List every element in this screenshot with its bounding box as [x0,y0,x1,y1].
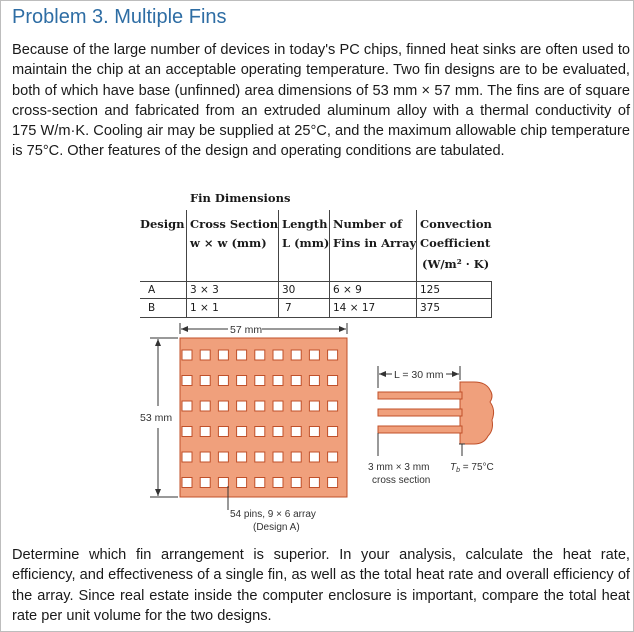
pin-fin [200,452,210,462]
row-a-h: 125 [420,284,441,296]
height-dimension [140,338,178,497]
pin-fin [291,350,301,360]
header-length-l1: Length [282,217,328,231]
pin-fin [237,427,247,437]
row-b-length: 7 [285,302,292,314]
pin-fin [255,427,265,437]
problem-statement: Because of the large number of devices in today's PC chips, finned heat sinks are often used to maintain the chip at an acceptable operating temperature. Two fin designs are to be evaluated, both of which have base (unfinned) area dimensions of 53 mm × 57 mm. The fins are of square cross-section and fabricated from an extruded aluminum alloy with a thermal conductivity of 175 W/m·K. Cooling air may be supplied at 25°C, and the maximum allowable chip temperature is 75°C. Other features of the design and operating conditions are tabulated. [12,42,630,160]
fin-side-view [378,366,494,456]
pin-fin [237,452,247,462]
pin-fin [200,478,210,488]
cross-section-label-2: cross section [372,475,431,486]
base-plate [180,338,347,497]
header-cross-l1: Cross Section [190,217,279,231]
pin-fin [182,401,192,411]
problem-title: Problem 3. Multiple Fins [12,6,227,28]
pin-fin [309,478,319,488]
pin-fin [328,401,338,411]
pin-fin [291,401,301,411]
pin-fin [255,452,265,462]
pin-fin [237,376,247,386]
array-label-2: (Design A) [253,522,300,533]
pin-fin [273,478,283,488]
row-a-design: A [148,284,156,296]
header-length-l2: L (mm) [282,236,330,250]
pin-fin [328,452,338,462]
pin-fin [237,350,247,360]
pin-fin [309,376,319,386]
pin-fin [273,401,283,411]
pin-fin [291,376,301,386]
fin-length-label: L = 30 mm [394,369,444,381]
header-conv-l3: (W/m² · K) [422,257,490,271]
table-group-header: Fin Dimensions [190,191,291,205]
pin-fin [291,478,301,488]
row-b-h: 375 [420,302,441,314]
pin-fin [309,452,319,462]
pin-fin [309,350,319,360]
pin-fin [182,350,192,360]
width-label: 57 mm [230,324,263,336]
pin-fin [273,427,283,437]
pin-fin [218,376,228,386]
header-design: Design [140,217,185,231]
row-b-design: B [148,302,156,314]
pin-fin [182,452,192,462]
pin-fin [328,376,338,386]
pin-fin [182,376,192,386]
pin-fin [237,401,247,411]
pin-fin [182,478,192,488]
pin-fin [237,478,247,488]
pin-fin [273,452,283,462]
pin-fin [200,401,210,411]
problem-question: Determine which fin arrangement is superior. In your analysis, calculate the heat rate, efficiency, and effectiveness of a single fin, as well as the total heat rate and overall efficiency of the array. Since real estate inside the computer enclosure is important, compare the total heat rate per unit volume for the two designs. [12,547,630,624]
row-a-length: 30 [282,284,296,296]
pin-fin [255,350,265,360]
pin-fin [328,350,338,360]
pin-fin [200,427,210,437]
pin-fin [218,350,228,360]
pin-fin [200,376,210,386]
header-cross-l2: w × w (mm) [190,236,267,250]
row-a-cross: 3 × 3 [190,284,219,296]
header-number-l2: Fins in Array [333,236,417,250]
header-conv-l1: Convection [420,217,492,231]
pin-fin [273,350,283,360]
array-label-1: 54 pins, 9 × 6 array [230,509,316,520]
pin-fin [255,376,265,386]
base-temperature-label: $T_b = 75^\circ C$ [450,462,494,474]
row-a-number: 6 × 9 [333,284,362,296]
row-b-number: 14 × 17 [333,302,376,314]
pin-fin [328,478,338,488]
height-label: 53 mm [140,412,173,424]
header-conv-l2: Coefficient [420,236,491,250]
header-number-l1: Number of [333,217,403,231]
width-dimension [180,323,347,336]
pin-fin [218,427,228,437]
pin-fin [291,427,301,437]
row-b-cross: 1 × 1 [190,302,219,314]
pin-fin [218,401,228,411]
pin-fin [200,350,210,360]
pin-fin [255,401,265,411]
pin-fin [291,452,301,462]
cross-section-label-1: 3 mm × 3 mm [368,462,430,473]
pin-fin [218,452,228,462]
pin-fin [255,478,265,488]
pin-fin [309,427,319,437]
pin-fin [273,376,283,386]
pin-fin [218,478,228,488]
pin-fin [328,427,338,437]
pin-fin [309,401,319,411]
pin-fin [182,427,192,437]
